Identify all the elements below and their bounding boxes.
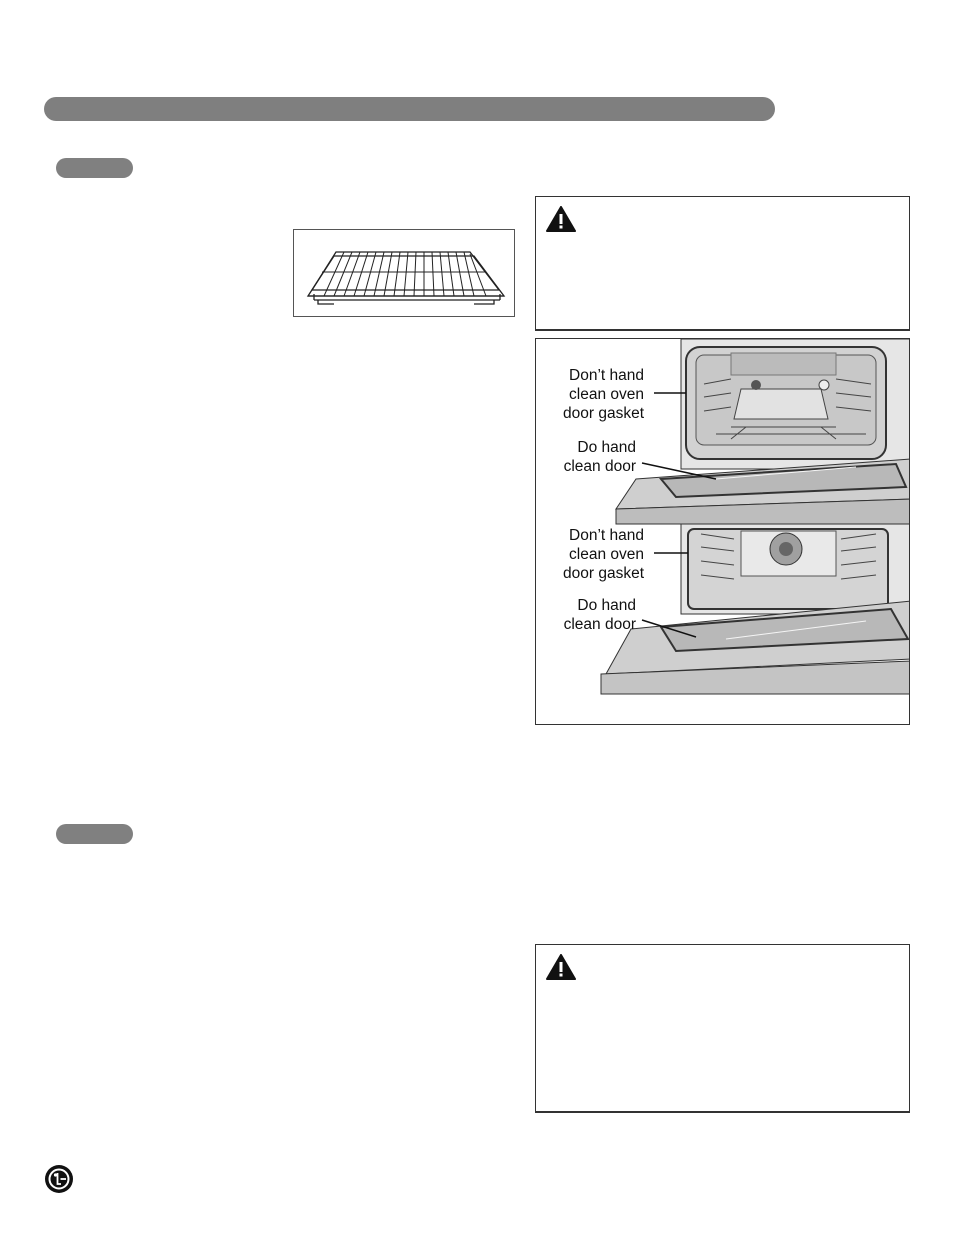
section-header-bar: [44, 97, 775, 121]
subsection-tab-1: [56, 158, 133, 178]
callout-lower-gasket: Don’t hand clean oven door gasket: [563, 527, 644, 582]
warning-box-2: [535, 944, 910, 1113]
oven-rack-drawing: [294, 230, 514, 316]
callout-upper-gasket: Don’t hand clean oven door gasket: [563, 367, 644, 422]
lg-logo-icon: [44, 1164, 74, 1194]
warning-triangle-icon: [546, 206, 576, 232]
callout-lower-door: Do hand clean door: [563, 597, 636, 633]
warning-box-1: [535, 196, 910, 331]
oven-rack-illustration: [293, 229, 515, 317]
wall-oven-cleaning-illustration: [535, 338, 910, 725]
subsection-tab-2: [56, 824, 133, 844]
warning-triangle-icon: [546, 954, 576, 980]
callout-upper-door: Do hand clean door: [563, 439, 636, 475]
